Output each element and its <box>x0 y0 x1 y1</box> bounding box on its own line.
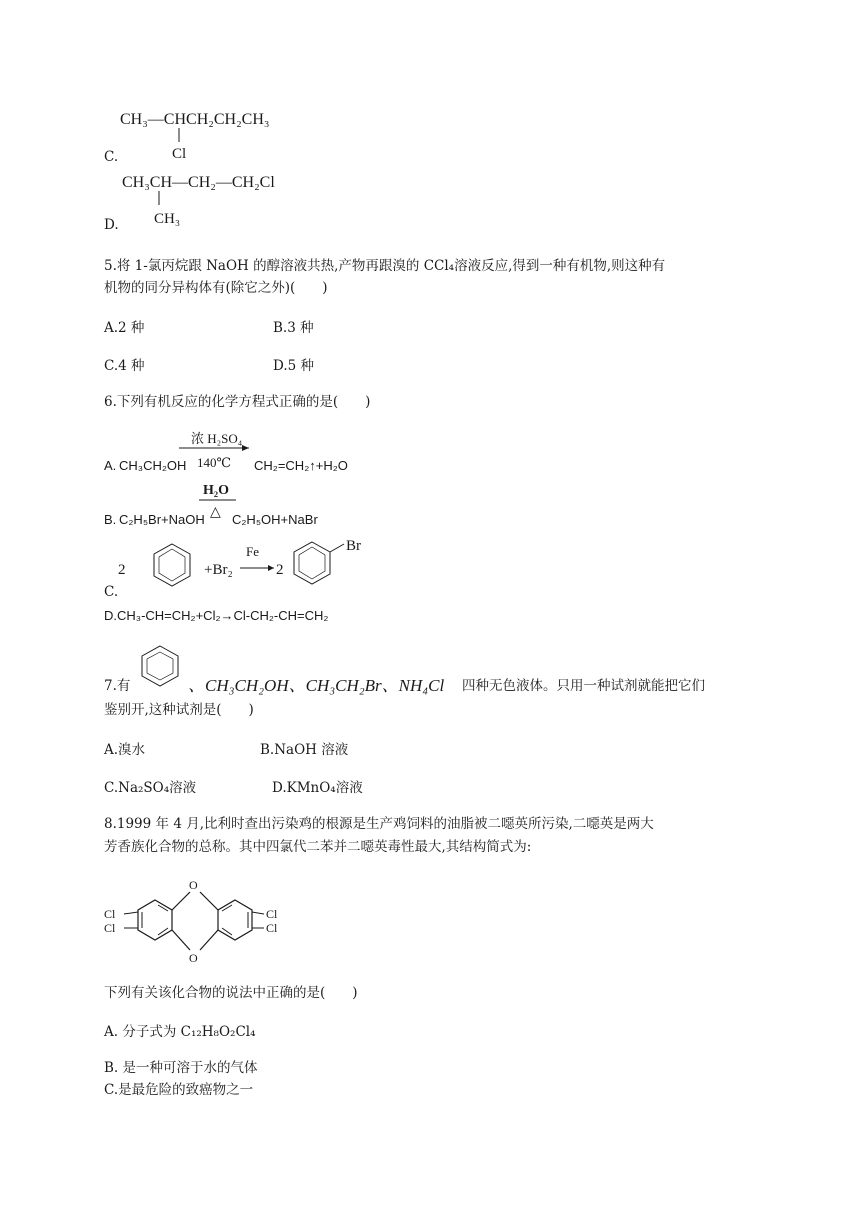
q6-b-products: C₂H₅OH+NaBr <box>232 512 318 527</box>
q5-option-a: A.2 种 <box>104 320 145 336</box>
q4-c-substituent: Cl <box>172 146 187 162</box>
q8-question: 下列有关该化合物的说法中正确的是( ) <box>104 985 358 1001</box>
q6-b-label: B. <box>104 512 117 527</box>
q4-option-d <box>104 165 324 234</box>
q6-c-equation <box>104 532 404 594</box>
q7-formulas: 、CH₃CH₂OH、CH₃CH₂Br、NH₄Cl <box>188 676 445 695</box>
q8-oxygen-top: O <box>189 878 198 892</box>
q6-a-condition-bottom: 140℃ <box>197 455 232 470</box>
q8-stem-line2: 芳香族化合物的总称。其中四氯代二苯并二噁英毒性最大,其结构简式为: <box>104 839 532 855</box>
q6-a-reactants: CH₃CH₂OH <box>119 458 187 473</box>
q4-d-substituent: CH₃ <box>154 211 181 227</box>
q4-d-label: D. <box>104 217 119 233</box>
q8-cl-left-top: Cl <box>104 907 116 921</box>
q6-a-label: A. <box>104 458 117 473</box>
q7-suffix: 四种无色液体。只用一种试剂就能把它们 <box>462 678 705 694</box>
q8-option-b: B. 是一种可溶于水的气体 <box>104 1060 258 1076</box>
q6-c-benzene-icon <box>154 544 190 586</box>
q4-c-label: C. <box>104 149 119 165</box>
q4-d-main-chain: CH₃CH—CH₂—CH₂Cl <box>122 174 275 191</box>
q5-option-b: B.3 种 <box>273 320 314 336</box>
q6-c-bromine: +Br₂ <box>204 562 233 578</box>
q8-cl-right-top: Cl <box>266 907 278 921</box>
q7-option-a: A.溴水 <box>104 742 146 758</box>
q6-c-catalyst: Fe <box>246 544 259 559</box>
q5-stem-line1: 5.将 1-氯丙烷跟 NaOH 的醇溶液共热,产物再跟溴的 CCl₄溶液反应,得到一种有机物,则这种有 <box>104 258 666 274</box>
q7-option-c: C.Na₂SO₄溶液 <box>104 780 197 796</box>
q4-c-main-chain: CH₃—CHCH₂CH₂CH₃ <box>120 111 270 128</box>
q6-b-condition-bottom: △ <box>210 505 221 520</box>
q7-prefix: 7.有 <box>104 678 131 694</box>
q6-c-coefficient-2: 2 <box>276 562 284 578</box>
q6-c-label: C. <box>104 584 119 600</box>
q8-stem-line1: 8.1999 年 4 月,比利时查出污染鸡的根源是生产鸡饲料的油脂被二噁英所污染,二噁英是两大 <box>104 816 654 832</box>
q8-option-a: A. 分子式为 C₁₂H₈O₂Cl₄ <box>104 1024 256 1040</box>
q6-c-coefficient-1: 2 <box>118 562 126 578</box>
q8-cl-left-bottom: Cl <box>104 921 116 935</box>
q6-option-d: D.CH₃-CH=CH₂+Cl₂→Cl-CH₂-CH=CH₂ <box>104 608 329 623</box>
q7-option-d: D.KMnO₄溶液 <box>272 780 363 796</box>
q6-a-arrow <box>175 425 255 479</box>
q4-d-structure <box>104 165 324 230</box>
q6-b-reactants: C₂H₅Br+NaOH <box>119 512 205 527</box>
q5-option-c: C.4 种 <box>104 358 145 374</box>
q5-option-d: D.5 种 <box>273 358 315 374</box>
q6-stem: 6.下列有机反应的化学方程式正确的是( ) <box>104 394 371 410</box>
q6-b-condition-top: H₂O <box>203 483 229 498</box>
q8-oxygen-bottom: O <box>189 951 198 965</box>
q4-option-c <box>104 100 324 174</box>
q6-a-condition-top: 浓 H₂SO₄ <box>191 431 243 446</box>
q7-option-b: B.NaOH 溶液 <box>260 742 349 758</box>
q6-a-products: CH₂=CH₂↑+H₂O <box>254 458 348 473</box>
q8-cl-right-bottom: Cl <box>266 921 278 935</box>
q6-c-br-substituent: Br <box>346 538 361 554</box>
q8-dioxin-structure <box>100 872 300 976</box>
q5-stem-line2: 机物的同分异构体有(除它之外)( ) <box>104 280 328 296</box>
q4-c-structure <box>104 100 324 170</box>
q7-stem-line2: 鉴别开,这种试剂是( ) <box>104 702 254 718</box>
q8-option-c: C.是最危险的致癌物之一 <box>104 1082 254 1098</box>
q6-c-bromobenzene-icon <box>294 542 344 584</box>
q7-benzene-icon <box>132 640 188 696</box>
